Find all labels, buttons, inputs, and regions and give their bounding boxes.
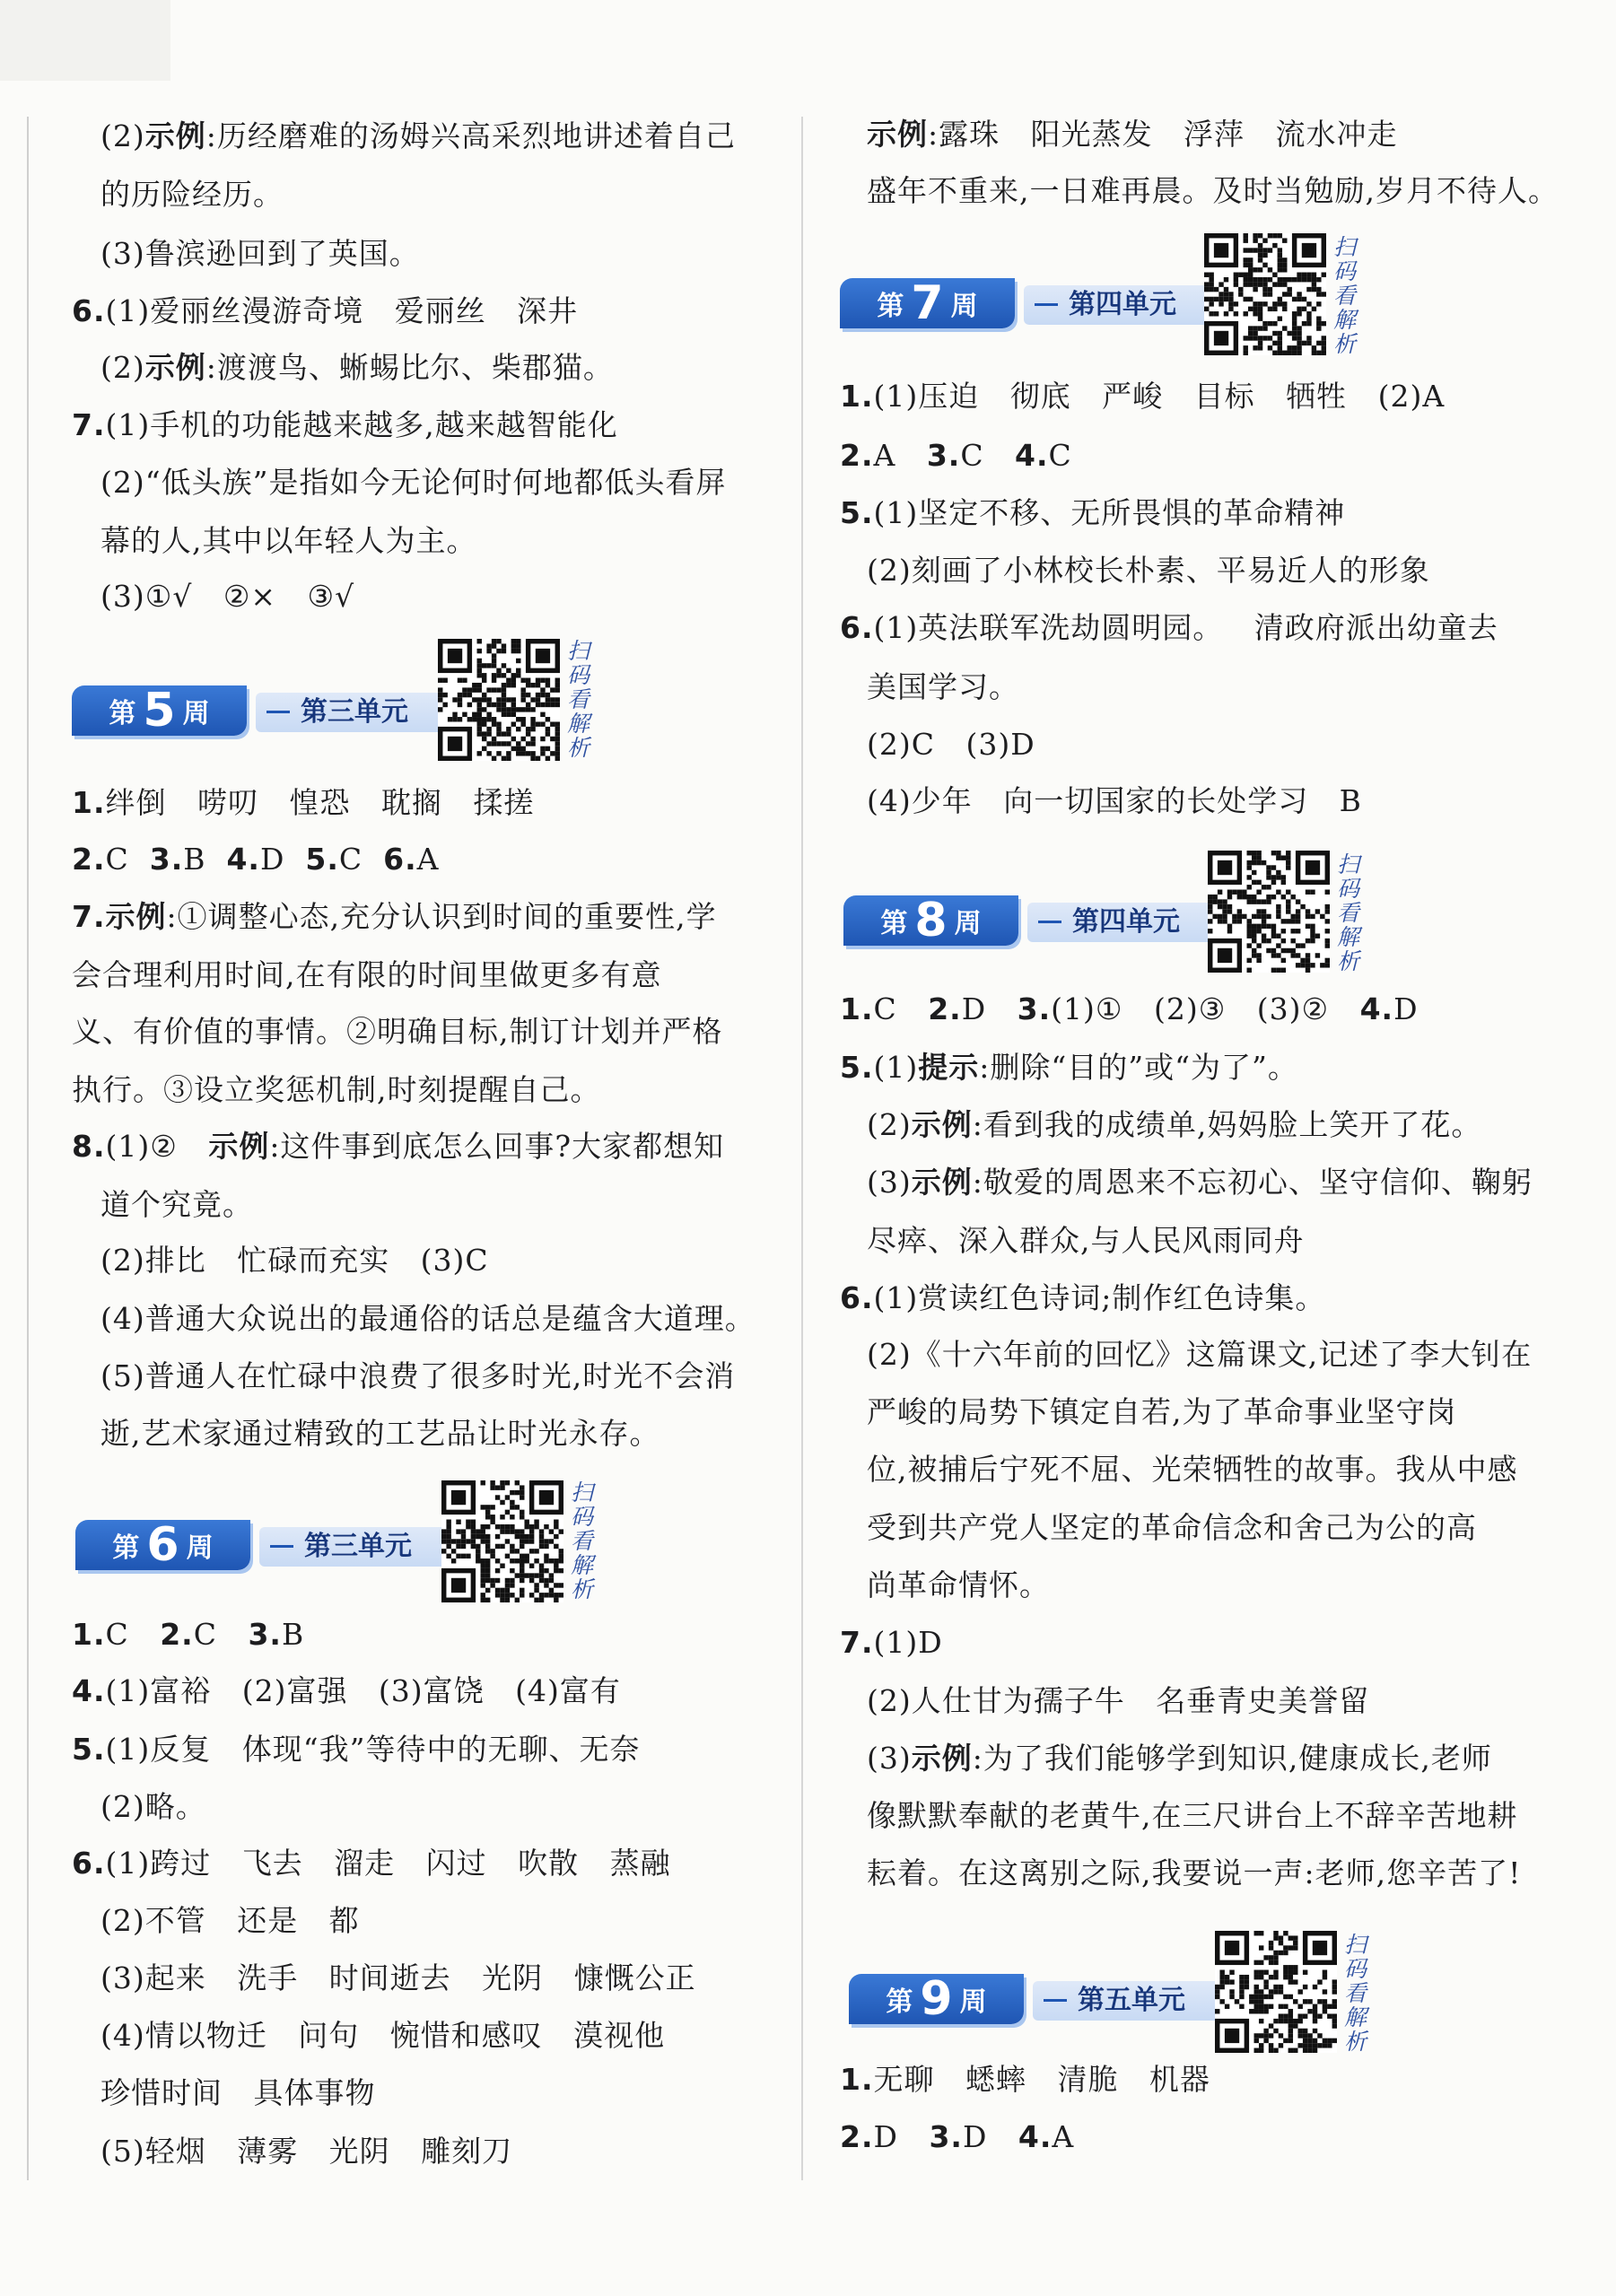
right-answer-line [867, 173, 1559, 209]
answer-text: 美国学习。 [867, 669, 1019, 704]
answer-text: C [338, 842, 384, 877]
answer-keyword: 提示 [918, 1050, 980, 1085]
answer-text: B [183, 842, 227, 877]
question-number: 6. [383, 842, 417, 877]
week-pill [849, 1974, 1024, 2024]
question-number: 3. [1017, 991, 1052, 1026]
scan-caption-char: 析 [567, 735, 590, 761]
answer-text: (5)普通人在忙碌中浪费了很多时光,时光不会消 [100, 1358, 736, 1393]
question-number: 1. [840, 379, 874, 414]
right-answer-line [867, 1107, 1481, 1143]
left-answer-line [100, 465, 727, 501]
answer-text: C [960, 438, 1016, 473]
right-answer-line [840, 438, 1072, 474]
answer-text: (2)刻画了小林校长朴素、平易近人的形象 [867, 553, 1430, 588]
scan-caption-char: 码 [1337, 876, 1360, 902]
week-pill [75, 1520, 250, 1570]
answer-text: C [105, 842, 150, 877]
answer-text: C [1048, 438, 1072, 473]
scan-caption-char: 看 [1337, 900, 1360, 926]
right-answer-line [840, 610, 1498, 646]
question-number: 7. [840, 1625, 874, 1660]
right-answer-line [840, 1050, 1298, 1086]
scan-caption-char: 解 [1344, 2004, 1367, 2030]
answer-text: :渡渡鸟、蜥蜴比尔、柴郡猫。 [205, 350, 614, 385]
scan-caption-char: 析 [1333, 331, 1357, 357]
answer-text: (3)鲁滨逊回到了英国。 [100, 236, 420, 271]
week-prefix: 第 [109, 698, 136, 729]
right-answer-line [867, 1394, 1457, 1430]
question-number: 3. [929, 2119, 963, 2154]
scan-caption-char: 解 [1337, 924, 1360, 950]
left-answer-line [100, 523, 477, 559]
question-number: 5. [305, 842, 339, 877]
scan-caption-char: 析 [1344, 2029, 1367, 2055]
left-answer-line [100, 1903, 360, 1939]
answer-text: 受到共产党人坚定的革命信念和舍己为公的高 [867, 1510, 1477, 1545]
question-number: 4. [1359, 991, 1394, 1026]
week-prefix: 第 [112, 1532, 140, 1564]
scan-caption-char: 看 [567, 686, 590, 712]
left-answer-line [72, 1014, 723, 1050]
question-number: 3. [248, 1617, 282, 1652]
question-number: 1. [72, 785, 106, 820]
answer-text: 耘着。在这离别之际,我要说一声:老师,您辛苦了! [867, 1855, 1522, 1890]
right-answer-line [867, 1337, 1532, 1373]
right-answer-line [867, 727, 1035, 763]
answer-text: D [962, 2119, 1018, 2154]
right-answer-line [867, 1223, 1305, 1259]
answer-text: :为了我们能够学到知识,健康成长,老师 [972, 1741, 1492, 1776]
answer-text: :这件事到底怎么回事?大家都想知 [269, 1129, 725, 1164]
left-answer-line [72, 1129, 724, 1165]
answer-text: (2)《十六年前的回忆》这篇课文,记述了李大钊在 [867, 1337, 1533, 1372]
left-answer-line [100, 1789, 206, 1825]
answer-text: (3) [867, 1741, 912, 1776]
column-divider [801, 117, 803, 2180]
answer-text: A [416, 842, 440, 877]
week-number: 7 [911, 276, 944, 330]
answer-text: :历经磨难的汤姆兴高采烈地讲述着自己 [205, 118, 736, 153]
question-number: 6. [840, 610, 874, 645]
qr-code-icon[interactable] [1215, 1931, 1337, 2053]
answer-text: 会合理利用时间,在有限的时间里做更多有意 [72, 957, 662, 992]
answer-text: 执行。③设立奖惩机制,时刻提醒自己。 [72, 1072, 601, 1107]
answer-text: A [873, 438, 927, 473]
week-prefix: 第 [877, 291, 904, 322]
question-number: 7. [72, 407, 106, 442]
scan-caption-char: 扫 [567, 638, 590, 664]
answer-text: (1)坚定不移、无所畏惧的革命精神 [873, 495, 1346, 530]
answer-text: C [873, 991, 929, 1026]
unit-label: 第三单元 [259, 1527, 475, 1567]
answer-text: A [1052, 2119, 1075, 2154]
answer-text: (3)①√ ②× ③√ [100, 579, 355, 614]
answer-text: (4)情以物迁 问句 惋惜和感叹 漠视他 [100, 2018, 666, 2053]
right-answer-line [867, 1855, 1521, 1891]
left-answer-line [72, 293, 578, 329]
answer-keyword: 示例 [911, 1107, 973, 1142]
answer-text: :露珠 阳光蒸发 浮萍 流水冲走 [928, 117, 1398, 152]
scan-caption-char: 扫 [571, 1480, 594, 1506]
answer-keyword: 示例 [144, 118, 206, 153]
scan-caption-char: 扫 [1344, 1932, 1367, 1958]
scan-caption-char: 看 [571, 1528, 594, 1554]
question-number: 6. [72, 293, 106, 328]
left-answer-line [100, 1301, 756, 1337]
left-answer-line [100, 236, 420, 272]
answer-text: (1)② [105, 1129, 209, 1164]
answer-text: 逝,艺术家通过精致的工艺品让时光永存。 [100, 1416, 660, 1451]
scan-caption-char: 码 [1333, 258, 1357, 284]
question-number: 5. [840, 1050, 874, 1085]
answer-text: (1)跨过 飞去 溜走 闪过 吹散 蒸融 [105, 1846, 671, 1881]
week-pill [843, 895, 1018, 946]
left-answer-line [72, 1846, 671, 1881]
answer-text: 尽瘁、深入群众,与人民风雨同舟 [867, 1223, 1305, 1258]
answer-text: (4)普通大众说出的最通俗的话总是蕴含大道理。 [100, 1301, 756, 1336]
answer-text: C [105, 1617, 161, 1652]
answer-text: D [873, 2119, 930, 2154]
left-answer-line [72, 785, 534, 821]
left-answer-line [100, 2134, 512, 2169]
week-number: 6 [146, 1518, 179, 1572]
scan-caption [1337, 852, 1366, 973]
week-prefix: 第 [880, 908, 908, 939]
left-answer-line [100, 1243, 489, 1279]
left-answer-line [100, 1416, 660, 1452]
answer-text: 盛年不重来,一日难再晨。及时当勉励,岁月不待人。 [867, 173, 1559, 208]
answer-text: (2) [100, 350, 145, 385]
scan-caption-char: 看 [1333, 283, 1357, 309]
question-number: 2. [72, 842, 106, 877]
left-answer-line [100, 579, 354, 615]
answer-text: (3) [867, 1165, 912, 1200]
right-answer-line [840, 1280, 1325, 1316]
question-number: 3. [926, 438, 961, 473]
question-number: 4. [72, 1673, 106, 1708]
question-number: 5. [72, 1732, 106, 1767]
right-answer-line [867, 117, 1398, 153]
scan-caption-char: 码 [567, 662, 590, 688]
answer-text: C [193, 1617, 249, 1652]
week-prefix: 第 [886, 1986, 913, 2018]
answer-keyword: 示例 [208, 1129, 270, 1164]
left-answer-line [72, 1617, 304, 1653]
answer-text: 位,被捕后宁死不屈、光荣牺牲的故事。我从中感 [867, 1452, 1518, 1487]
week-number: 5 [143, 684, 176, 738]
answer-text: :敬爱的周恩来不忘初心、坚守信仰、鞠躬 [972, 1165, 1533, 1200]
answer-text: (2)略。 [100, 1789, 206, 1824]
scan-caption [1344, 1933, 1373, 2054]
qr-code-icon[interactable] [438, 639, 560, 761]
left-answer-line [100, 2018, 665, 2054]
answer-keyword: 示例 [911, 1165, 973, 1200]
answer-text: B [281, 1617, 305, 1652]
qr-code-icon[interactable] [1204, 233, 1326, 355]
scan-caption [1333, 235, 1362, 356]
question-number: 3. [149, 842, 184, 877]
right-answer-line [867, 1510, 1477, 1546]
answer-text: (1)压迫 彻底 严峻 目标 牺牲 (2)A [873, 379, 1446, 414]
question-number: 4. [1018, 2119, 1053, 2154]
scan-caption-char: 扫 [1337, 851, 1360, 877]
scan-caption-char: 解 [1333, 307, 1357, 333]
scan-caption-char: 析 [1337, 948, 1360, 974]
qr-code-icon[interactable] [1208, 851, 1330, 973]
scan-caption-char: 扫 [1333, 234, 1357, 260]
week-suffix: 周 [954, 908, 982, 939]
question-number: 2. [840, 2119, 874, 2154]
question-number: 1. [840, 2062, 874, 2097]
answer-text: 严峻的局势下镇定自若,为了革命事业坚守岗 [867, 1394, 1457, 1429]
scan-caption-char: 解 [571, 1552, 594, 1578]
answer-text: 珍惜时间 具体事物 [100, 2075, 376, 2110]
left-answer-line [72, 1732, 640, 1768]
right-answer-line [867, 1798, 1518, 1834]
scan-caption-char: 析 [571, 1576, 594, 1602]
answer-text: :删除“目的”或“为了”。 [979, 1050, 1298, 1085]
right-answer-line [867, 1741, 1492, 1777]
week-suffix: 周 [959, 1986, 987, 2018]
left-answer-line [100, 1358, 735, 1394]
right-answer-line [867, 1567, 1050, 1603]
answer-text: (2)人仕甘为孺子牛 名垂青史美誉留 [867, 1683, 1370, 1718]
answer-text: 像默默奉献的老黄牛,在三尺讲台上不辞辛苦地耕 [867, 1798, 1518, 1833]
question-number: 1. [72, 1617, 106, 1652]
answer-keyword: 示例 [144, 350, 206, 385]
unit-label: 第四单元 [1027, 903, 1243, 942]
answer-text: (2)不管 还是 都 [100, 1903, 360, 1938]
answer-text: 义、有价值的事情。②明确目标,制订计划并严格 [72, 1014, 723, 1049]
question-number: 2. [840, 438, 874, 473]
question-number: 8. [72, 1129, 106, 1164]
right-answer-line [867, 1683, 1369, 1719]
week-pill [72, 685, 247, 736]
left-answer-line [72, 842, 439, 877]
answer-text: (1)D [873, 1625, 943, 1660]
binding-edge-line [27, 117, 29, 2180]
answer-text: 幕的人,其中以年轻人为主。 [100, 523, 477, 558]
question-number: 5. [840, 495, 874, 530]
answer-text: (2) [100, 118, 145, 153]
answer-text: :①调整心态,充分认识到时间的重要性,学 [166, 899, 717, 934]
answer-text: D [1393, 991, 1419, 1026]
week-number: 9 [920, 1972, 953, 2026]
answer-text: (3)起来 洗手 时间逝去 光阴 慷慨公正 [100, 1960, 696, 1995]
week-pill [840, 278, 1015, 328]
right-answer-line [840, 1625, 943, 1661]
right-answer-line [840, 2062, 1210, 2098]
question-number: 4. [226, 842, 260, 877]
answer-text: (2)C (3)D [867, 727, 1035, 762]
answer-text: (1)赏读红色诗词;制作红色诗集。 [873, 1280, 1326, 1315]
left-answer-line [72, 407, 618, 443]
week-suffix: 周 [186, 1532, 214, 1564]
page-corner-shade [0, 0, 170, 81]
answer-text: (2)“低头族”是指如今无论何时何地都低头看屏 [100, 465, 727, 500]
answer-text: (5)轻烟 薄雾 光阴 雕刻刀 [100, 2134, 513, 2169]
left-answer-line [72, 957, 662, 993]
right-answer-line [867, 783, 1362, 819]
answer-text: (1)富裕 (2)富强 (3)富饶 (4)富有 [105, 1673, 621, 1708]
left-answer-line [100, 177, 284, 213]
answer-text: 的历险经历。 [100, 177, 284, 212]
right-answer-line [867, 1165, 1533, 1200]
scan-caption-char: 解 [567, 711, 590, 737]
left-answer-line [100, 1960, 696, 1996]
answer-text: (1)手机的功能越来越多,越来越智能化 [105, 407, 618, 442]
answer-text: :看到我的成绩单,妈妈脸上笑开了花。 [972, 1107, 1482, 1142]
unit-label: 第五单元 [1033, 1981, 1248, 2021]
answer-text: (2)排比 忙碌而充实 (3)C [100, 1243, 489, 1278]
scan-caption-char: 码 [1344, 1956, 1367, 1982]
right-answer-line [840, 991, 1419, 1027]
week-number: 8 [914, 894, 948, 947]
question-number: 1. [840, 991, 874, 1026]
left-answer-line [100, 350, 614, 386]
answer-keyword: 示例 [867, 117, 928, 152]
left-answer-line [100, 2075, 375, 2111]
answer-text: 尚革命情怀。 [867, 1567, 1050, 1602]
answer-text: 绊倒 唠叨 惶恐 耽搁 揉搓 [105, 785, 535, 820]
question-number: 2. [160, 1617, 194, 1652]
question-number: 4. [1015, 438, 1049, 473]
left-answer-line [100, 118, 736, 154]
left-answer-line [100, 1187, 253, 1223]
week-suffix: 周 [950, 291, 978, 322]
week-suffix: 周 [182, 698, 210, 729]
question-number: 7. [72, 899, 106, 934]
answer-text: 无聊 蟋蟀 清脆 机器 [873, 2062, 1210, 2097]
qr-code-icon[interactable] [441, 1480, 563, 1602]
answer-text: (1)爱丽丝漫游奇境 爱丽丝 深井 [105, 293, 579, 328]
right-answer-line [840, 2119, 1074, 2155]
unit-label: 第三单元 [256, 693, 471, 732]
answer-text: D [961, 991, 1018, 1026]
answer-keyword: 示例 [105, 899, 167, 934]
right-answer-line [867, 553, 1430, 589]
answer-text: (2) [867, 1107, 912, 1142]
answer-text: 道个究竟。 [100, 1187, 253, 1222]
unit-label: 第四单元 [1024, 285, 1239, 325]
answer-text: D [259, 842, 306, 877]
answer-text: (1)反复 体现“我”等待中的无聊、无奈 [105, 1732, 641, 1767]
answer-text: (1)英法联军洗劫圆明园。 清政府派出幼童去 [873, 610, 1498, 645]
answer-keyword: 示例 [911, 1741, 973, 1776]
answer-text: (4)少年 向一切国家的长处学习 B [867, 783, 1362, 818]
answer-text: (1)① (2)③ (3)② [1051, 991, 1360, 1026]
question-number: 6. [840, 1280, 874, 1315]
scan-caption [567, 639, 596, 760]
answer-text: (1) [873, 1050, 919, 1085]
right-answer-line [867, 1452, 1518, 1488]
left-answer-line [72, 1673, 621, 1709]
left-answer-line [72, 1072, 601, 1108]
right-answer-line [867, 669, 1019, 705]
scan-caption [571, 1480, 599, 1602]
scan-caption-char: 看 [1344, 1980, 1367, 2006]
question-number: 2. [928, 991, 962, 1026]
right-answer-line [840, 379, 1445, 415]
question-number: 6. [72, 1846, 106, 1881]
left-answer-line [72, 899, 717, 935]
scan-caption-char: 码 [571, 1504, 594, 1530]
right-answer-line [840, 495, 1345, 531]
